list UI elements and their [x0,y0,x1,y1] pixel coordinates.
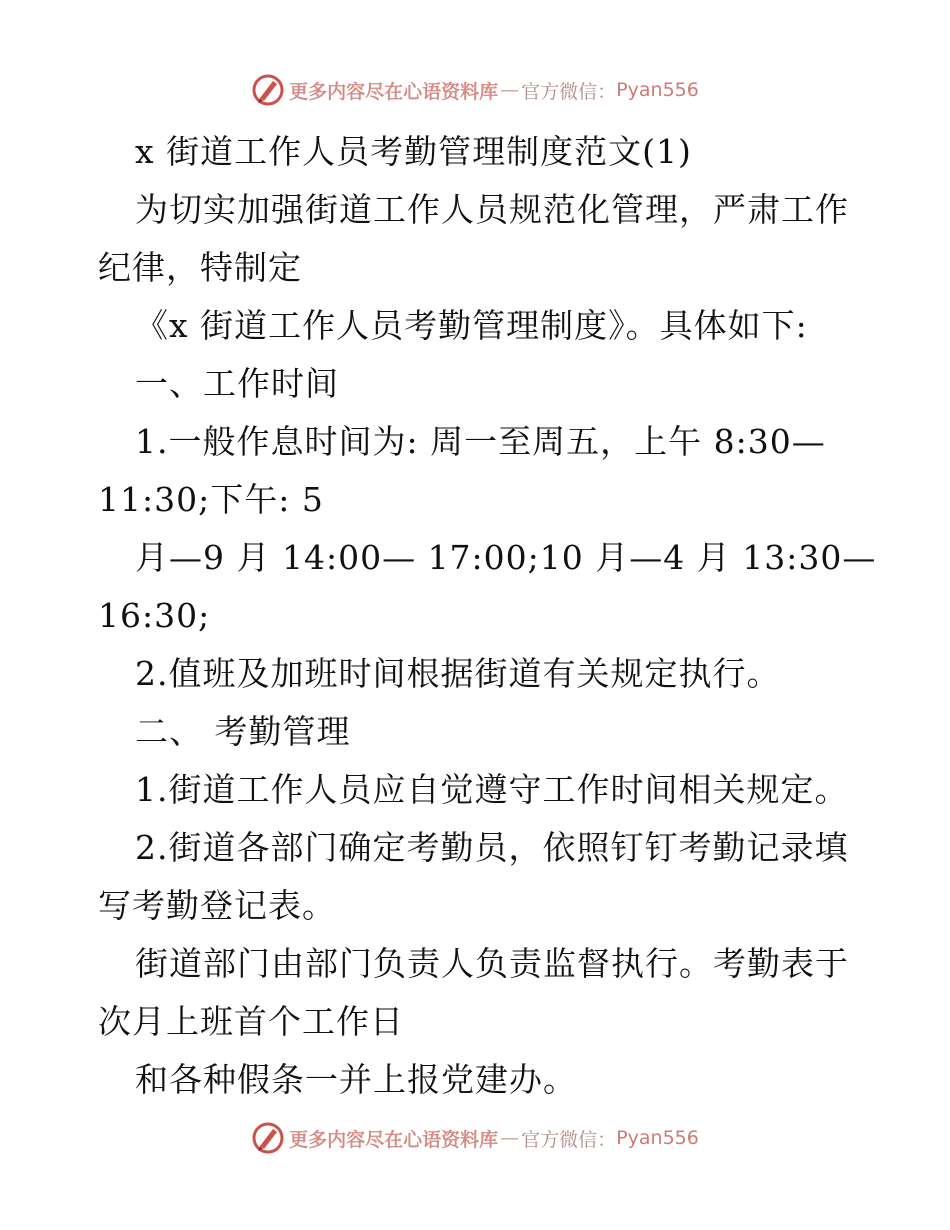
document-body [98,123,877,1109]
watermark-sub-text: 官方微信： [521,80,617,103]
document-line: 和各种假条一并上报党建办。 [135,1060,577,1099]
document-line: 11:30;下午: 5 [98,480,324,519]
document-line: 《x 街道工作人员考勤管理制度》。具体如下: [135,306,808,345]
watermark-footer [0,1118,950,1158]
watermark-main-text: 更多内容尽在心语资料库 [289,80,499,103]
document-line: 二、 考勤管理 [135,712,351,751]
document-line: 为切实加强街道工作人员规范化管理，严肃工作 [135,190,849,229]
watermark-header [0,70,950,110]
watermark-id: Pyan556 [616,1127,699,1149]
pen-logo-icon [251,1121,285,1155]
watermark-main-text: 更多内容尽在心语资料库 [289,1128,499,1151]
document-line: 1.街道工作人员应自觉遵守工作时间相关规定。 [135,770,849,809]
document-line: 月—9 月 14:00— 17:00;10 月—4 月 13:30— [135,538,877,577]
document-line: 街道部门由部门负责人负责监督执行。考勤表于 [135,944,849,983]
watermark-id: Pyan556 [616,79,699,101]
document-line: 纪律，特制定 [98,248,302,287]
document-line: 2.街道各部门确定考勤员，依照钉钉考勤记录填 [135,828,849,867]
document-line: 写考勤登记表。 [98,886,336,925]
document-line: x 街道工作人员考勤管理制度范文(1) [135,132,692,171]
watermark-sub-text: 官方微信： [521,1128,617,1151]
watermark-dash: — [500,1127,520,1149]
document-line: 1.一般作息时间为: 周一至周五，上午 8:30— [135,422,826,461]
document-line: 一、工作时间 [135,364,339,403]
watermark-dash: — [500,79,520,101]
document-line: 次月上班首个工作日 [98,1002,404,1041]
document-line: 16:30; [98,596,211,635]
document-line: 2.值班及加班时间根据街道有关规定执行。 [135,654,781,693]
pen-logo-icon [251,73,285,107]
